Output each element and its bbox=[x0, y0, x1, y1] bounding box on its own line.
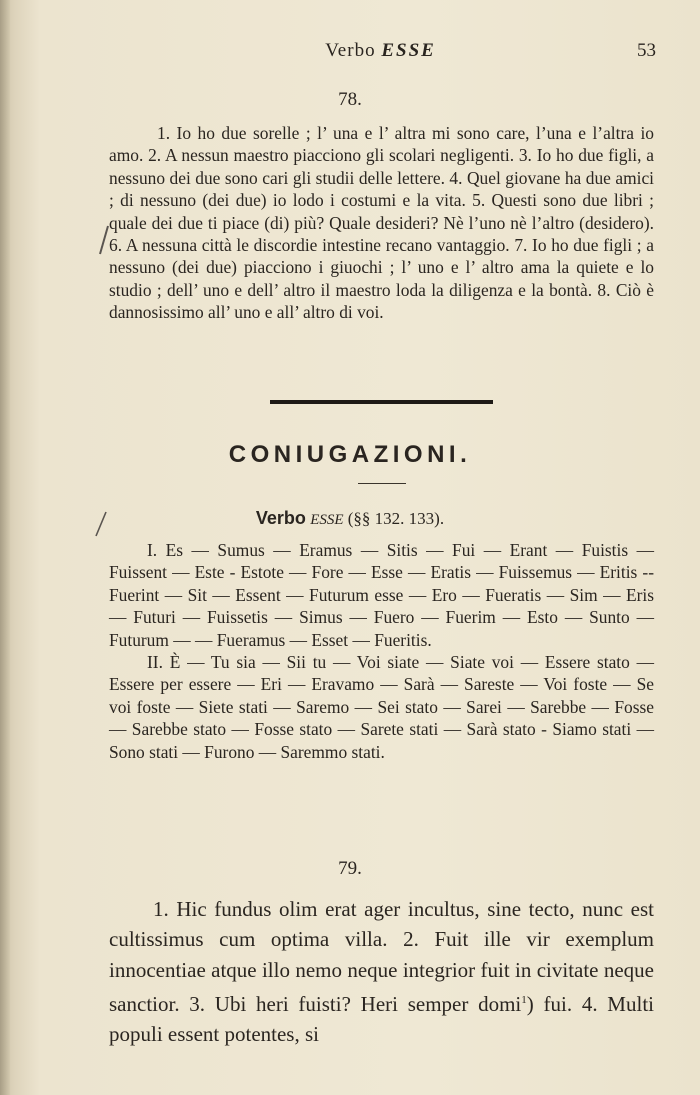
running-header bbox=[105, 40, 656, 64]
subtitle-verb-label: Verbo bbox=[255, 508, 306, 528]
exercise-79-text bbox=[109, 894, 654, 1049]
title-underline bbox=[358, 483, 406, 484]
exercise-79-text-start: 1. Hic fundus olim erat ager incultus, sine tecto, nunc est cultissimus cum optima villa. 2. Fuit ille vir exemplum innocentiae atque illo nemo neque integrior fuit in civitate neque sanctior. 3. Ubi heri fuisti? Heri semper domi bbox=[109, 897, 654, 1016]
running-title bbox=[105, 40, 656, 62]
exercise-78-paragraph: 1. Io ho due sorelle ; l’ una e l’ altra mi sono care, l’una e l’altra io amo. 2. A nessun maestro piacciono gli scolari negligenti. 3. Io ho due figli, a nessuno dei due sono cari gli studii delle lettere. 4. Quel giovane ha due amici ; di nessuno (dei due) io lodo i costumi e la vita. 5. Questi sono due libri ; quale dei due ti piace (di) più? Quale desideri? Nè l’uno nè l’altro (desidero). 6. A nessuna città le discordie intestine recano vantaggio. 7. Io ho due figli ; a nessuno (dei due) piacciono i giuochi ; l’ uno e l’ altro ama la quiete e lo studio ; dell’ uno e dell’ altro il maestro loda la diligenza e la bontà. 8. Ciò è dannosissimo all’ uno e all’ altro di voi. bbox=[109, 123, 654, 323]
conjugation-exercise bbox=[109, 539, 654, 763]
conjugation-part-2: II. È — Tu sia — Sii tu — Voi siate — Siate voi — Essere stato — Essere per essere — Eri — Eravamo — Sarà — Sareste — Voi foste — Se voi foste — Siete stati — Saremo — Sei stato — Sarei — Sarebbe — Fosse — Sarebbe stato — Fosse stato — Sarete stati — Sarà stato - Siamo stati — Sono stati — Furono — Saremmo stati. bbox=[109, 652, 654, 762]
section-divider bbox=[270, 400, 493, 404]
exercise-79-paragraph bbox=[109, 894, 654, 1049]
subtitle-verb-name: ESSE bbox=[310, 512, 344, 528]
exercise-79-text-end: ) fui. 4. Multi populi essent potentes, si bbox=[109, 991, 654, 1047]
footnote-marker: 1 bbox=[521, 993, 527, 1006]
exercise-78-text bbox=[109, 122, 654, 324]
exercise-78-number: 78. bbox=[338, 89, 362, 110]
page-number: 53 bbox=[637, 40, 656, 61]
section-title: CONIUGAZIONI. bbox=[228, 441, 472, 468]
subtitle-reference: (§§ 132. 133). bbox=[347, 509, 445, 528]
pencil-mark bbox=[96, 224, 112, 258]
page-spine-shadow bbox=[0, 0, 10, 1095]
running-title-prefix: Verbo bbox=[325, 40, 382, 61]
exercise-79-number: 79. bbox=[338, 858, 362, 879]
conjugation-part-1: I. Es — Sumus — Eramus — Sitis — Fui — Erant — Fuistis — Fuissent — Este - Estote — Fore — Esse — Eratis — Fuissemus — Eritis -- Fuerint — Sit — Essent — Futurum esse — Ero — Fueratis — Sim — Eris — Futuri — Fuissetis — Simus — Fuero — Fuerim — Esto — Sunto — Futurum — — Fueramus — Esset — Fueritis. bbox=[109, 540, 654, 650]
pencil-mark bbox=[92, 510, 112, 540]
running-title-word: ESSE bbox=[381, 40, 436, 61]
